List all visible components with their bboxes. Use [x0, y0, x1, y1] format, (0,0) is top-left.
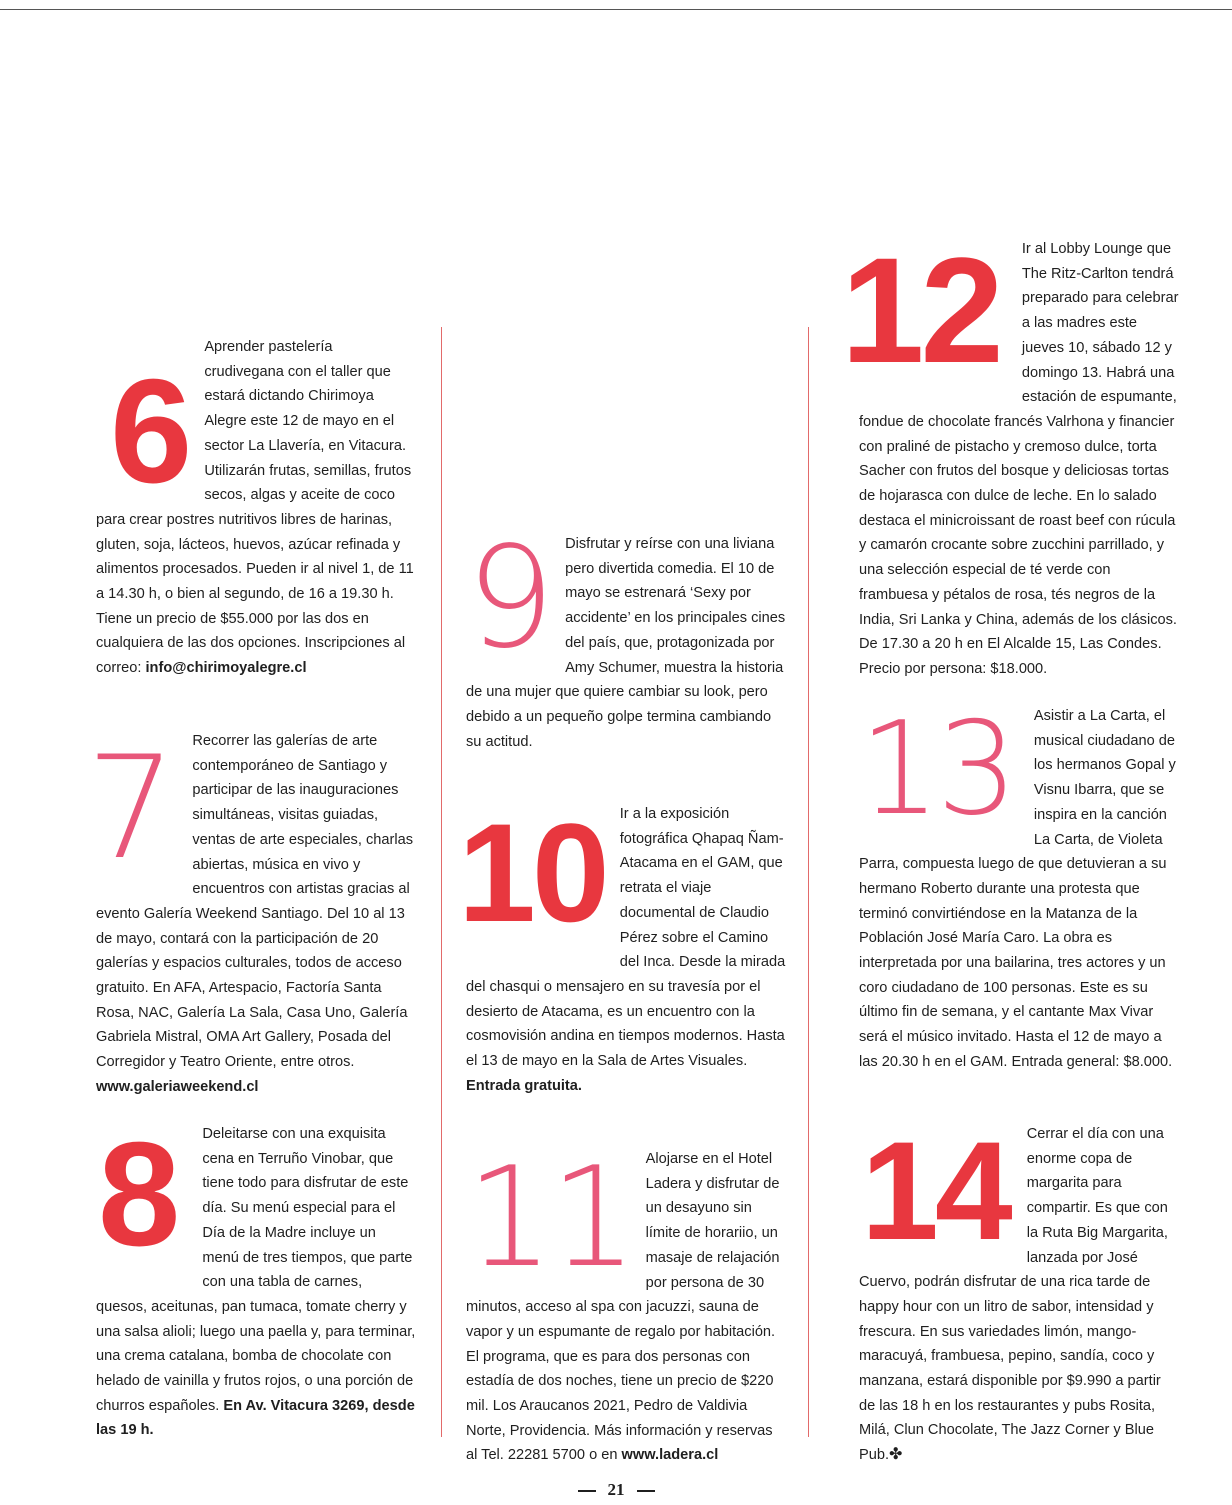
entry-13: [859, 695, 1181, 1075]
entry-9: [466, 517, 786, 754]
column-divider-left: [441, 327, 442, 1437]
entry-body: Disfrutar y reírse con una liviana pero divertida comedia. El 10 de mayo se estrenará ‘Sexy por accidente’ en los principales cines del país, que, protagonizada por Amy Schumer, muestra la historia de una mujer que quiere cambiar su look, pero debido a un pequeño golpe termina cambiando su actitud.: [466, 536, 786, 750]
entry-number: 9: [466, 517, 552, 680]
entry-body: Alojarse en el Hotel Ladera y disfrutar de un desayuno sin límite de horariio, un masaje de relajación por persona de 30 minutos, acceso al spa con jacuzzi, sauna de vapor y un espumante de regalo por habitación. El programa, que es para dos personas con estadía de dos noches, tiene un precio de $220 mil. Los Araucanos 2021, Pedro de Valdivia Norte, Providencia. Más información y reservas al Tel. 22281 5700 o en: [466, 1151, 780, 1464]
dash-left: [578, 1490, 596, 1492]
entry-body: Ir al Lobby Lounge que The Ritz-Carlton tendrá preparado para celebrar a las madres este jueves 10, sábado 12 y domingo 13. Habrá una estación de espumante, fondue de chocolate francés Valrhona y financier con praliné de pistacho y cremoso dulce, torta Sacher con frutos del bosque y deliciosas tortas de hojarasca con dulce de leche. En lo salado destaca el minicroissant de roast beef con rúcula y camarón crocante sobre zucchini parrillado, y una selección especial de té verde con frambuesa y pétalos de rosa, tés negros de la India, Sri Lanka y China, además de los clásicos. De 17.30 a 20 h en El Alcalde 15, Las Condes. Precio por persona: $18.000.: [859, 241, 1179, 677]
entry-6: [96, 335, 416, 681]
entry-12: [841, 226, 1181, 682]
entry-address: En Av. Vitacura 3269, desde las 19 h.: [96, 1397, 415, 1439]
entry-number: 14: [861, 1112, 1009, 1269]
entry-number: 8: [98, 1112, 177, 1277]
entry-body: Recorrer las galerías de arte contemporáneo de Santiago y participar de las inauguraciones simultáneas, visitas guiadas, ventas de arte especiales, charlas abiertas, música en vivo y encuentros con artistas gracias al evento Galería Weekend Santiago. Del 10 al 13 de mayo, contará con la participación de 20 galerías y espacios culturales, todos de acceso gratuito. En AFA, Artespacio, Factoría Santa Rosa, NAC, Galería La Sala, Casa Uno, Galería Gabriela Mistral, OMA Art Gallery, Posada del Corregidor y Teatro Oriente, entre otros.: [96, 733, 414, 1071]
entry-body: Ir a la exposición fotográfica Qhapaq Ñam-Atacama en el GAM, que retrata el viaje documental de Claudio Pérez sobre el Camino del Inca. Desde la mirada del chasqui o mensajero en su travesía por el desierto de Atacama, es un encuentro con la cosmovisión andina en tiempos modernos. Hasta el 13 de mayo en la Sala de Artes Visuales.: [466, 806, 786, 1070]
entry-14: [859, 1112, 1181, 1468]
entry-link: www.ladera.cl: [621, 1447, 719, 1464]
entry-free: Entrada gratuita.: [466, 1077, 582, 1094]
entry-body: Asistir a La Carta, el musical ciudadano de los hermanos Gopal y Visnu Ibarra, que se inspira en la canción La Carta, de Violeta Parra, compuesta luego de que detuvieran a su hermano Roberto durante una protesta que terminó convirtiéndose en la Matanza de la Población José María Caro. La obra es interpretada por una bailarina, tres actores y un coro ciudadano de 100 personas. Este es su último fin de semana, y el cantante Max Vivar será el músico invitado. Hasta el 12 de mayo a las 20.30 h en el GAM. Entrada general: $8.000.: [859, 708, 1176, 1070]
entry-number: 7: [86, 726, 173, 891]
entry-body: Cerrar el día con una enorme copa de margarita para compartir. Es que con la Ruta Big Margarita, lanzada por José Cuervo, podrán disfrutar de una rica tarde de happy hour con un litro de sabor, intensidad y frescura. En sus variedades limón, mango-maracuyá, frambuesa, pepino, sandía, coco y manzana, estará disponible por $9.990 a partir de las 18 h en los restaurantes y pubs Rosita, Milá, Clun Chocolate, The Jazz Corner y Blue Pub.: [859, 1126, 1168, 1464]
entry-number: 11: [466, 1137, 634, 1298]
entry-10: [458, 794, 786, 1098]
entry-number: 13: [859, 695, 1014, 844]
page-number: 21: [0, 1480, 1232, 1500]
column-divider-right: [808, 327, 809, 1437]
entry-7: [86, 726, 416, 1100]
entry-link: www.galeriaweekend.cl: [96, 1078, 259, 1095]
dash-right: [637, 1490, 655, 1492]
entry-8: [96, 1112, 416, 1443]
entry-number: 10: [458, 794, 606, 951]
entry-number: 6: [110, 349, 189, 514]
entry-body: Aprender pastelería crudivegana con el taller que estará dictando Chirimoya Alegre este 12 de mayo en el sector La Llavería, en Vitacura. Utilizarán frutas, semillas, frutos secos, algas y aceite de coco para crear postres nutritivos libres de harinas, gluten, soja, lácteos, huevos, azúcar refinada y alimentos procesados. Pueden ir al nivel 1, de 11 a 14.30 h, o bien al segundo, de 16 a 19.30 h. Tiene un precio de $55.000 por las dos en cualquiera de las dos opciones. Inscripciones al correo:: [96, 339, 414, 677]
entry-email: info@chirimoyalegre.cl: [145, 660, 307, 677]
entry-11: [466, 1137, 786, 1468]
entry-body: Deleitarse con una exquisita cena en Terruño Vinobar, que tiene todo para disfrutar de este día. Su menú especial para el Día de la Madre incluye un menú de tres tiempos, que parte con una tabla de carnes, quesos, aceitunas, pan tumaca, tomate cherry y una salsa alioli; luego una paella y, para terminar, una crema catalana, bomba de chocolate con helado de vainilla y frutos rojos, o una porción de churros españoles.: [96, 1126, 416, 1414]
entry-number: 12: [841, 226, 1000, 394]
top-rule: [0, 9, 1232, 10]
end-mark-icon: ✤: [889, 1446, 903, 1464]
